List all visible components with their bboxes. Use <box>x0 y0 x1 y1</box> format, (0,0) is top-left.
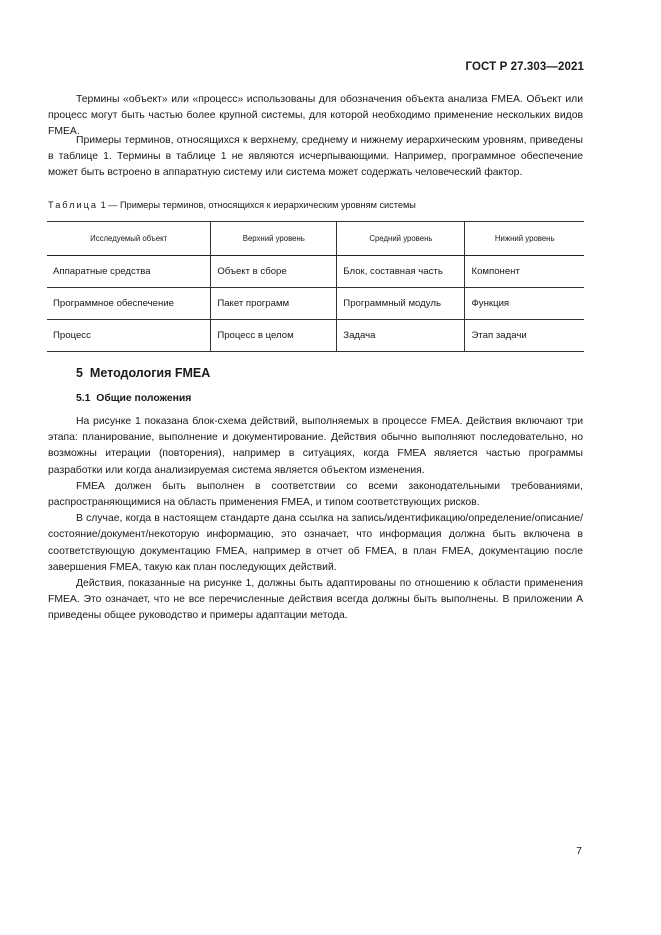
subsection-title: Общие положения <box>96 393 192 404</box>
table-cell: Программный модуль <box>337 288 465 320</box>
table-cell: Функция <box>465 288 584 320</box>
table-cell: Этап задачи <box>465 320 584 352</box>
paragraph: Примеры терминов, относящихся к верхнему, среднему и нижнему иерархическим уровням, приведены в таблице 1. Термины в таблице 1 не являются исчерпывающими. Например, программное обеспечение может быть встроено в аппаратную систему или система может содержать человеческий фактор. <box>48 135 583 179</box>
section-heading <box>76 366 210 380</box>
table-header-cell: Средний уровень <box>337 222 465 256</box>
intro-paragraph-2 <box>48 133 583 182</box>
table-header-cell: Верхний уровень <box>211 222 337 256</box>
section-body <box>48 414 583 625</box>
subsection-number: 5.1 <box>76 393 91 404</box>
table-cell: Пакет программ <box>211 288 337 320</box>
table-cell: Компонент <box>465 256 584 288</box>
table-caption-text: — Примеры терминов, относящихся к иерархическим уровням системы <box>108 200 416 210</box>
table-cell: Процесс в целом <box>211 320 337 352</box>
table-caption-number: 1 <box>100 200 106 210</box>
table-cell: Объект в сборе <box>211 256 337 288</box>
document-code: ГОСТ Р 27.303—2021 <box>465 61 584 73</box>
paragraph: В случае, когда в настоящем стандарте дана ссылка на запись/идентификацию/определение/описание/состояние/документ/некоторую информацию, это означает, что информация должна быть включена в соответствующую документацию FMEA, например в отчет об FMEA, в план FMEA, документацию после завершения FMEA, такую как план последующих действий. <box>48 513 583 573</box>
table-caption <box>48 200 416 210</box>
table-row <box>47 288 584 320</box>
table-row <box>47 256 584 288</box>
table-header-cell: Нижний уровень <box>465 222 584 256</box>
table-header-row <box>47 222 584 256</box>
paragraph: На рисунке 1 показана блок-схема действий, выполняемых в процессе FMEA. Действия включают три этапа: планирование, выполнение и документирование. Действия обычно выполняют последовательно, но возможны итерации (повторения), например в ситуациях, когда FMEA является частью программы разработки или когда анализируемая система является объектом изменения. <box>48 416 583 476</box>
terms-table <box>47 221 584 352</box>
table-cell: Программное обеспечение <box>47 288 211 320</box>
table-row <box>47 320 584 352</box>
table-cell: Процесс <box>47 320 211 352</box>
paragraph: FMEA должен быть выполнен в соответствии со всеми законодательными требованиями, распространяющимися на область применения FMEA, и типом соответствующих рисков. <box>48 480 583 509</box>
table-cell: Задача <box>337 320 465 352</box>
subsection-heading <box>76 393 191 404</box>
table-cell: Аппаратные средства <box>47 256 211 288</box>
page-number: 7 <box>576 846 582 857</box>
section-number: 5 <box>76 366 83 380</box>
table-caption-label: Таблица <box>48 200 99 210</box>
paragraph: Термины «объект» или «процесс» использованы для обозначения объекта анализа FMEA. Объект или процесс могут быть частью более крупной системы, для которой необходимо применение нескольких видов FMEA. <box>48 94 583 138</box>
table-cell: Блок, составная часть <box>337 256 465 288</box>
section-title: Методология FMEA <box>89 366 211 380</box>
table-header-cell: Исследуемый объект <box>47 222 211 256</box>
paragraph: Действия, показанные на рисунке 1, должны быть адаптированы по отношению к области применения FMEA. Это означает, что не все перечисленные действия всегда должны быть выполнены. В приложении А приведены общее руководство и примеры адаптации метода. <box>48 578 583 622</box>
